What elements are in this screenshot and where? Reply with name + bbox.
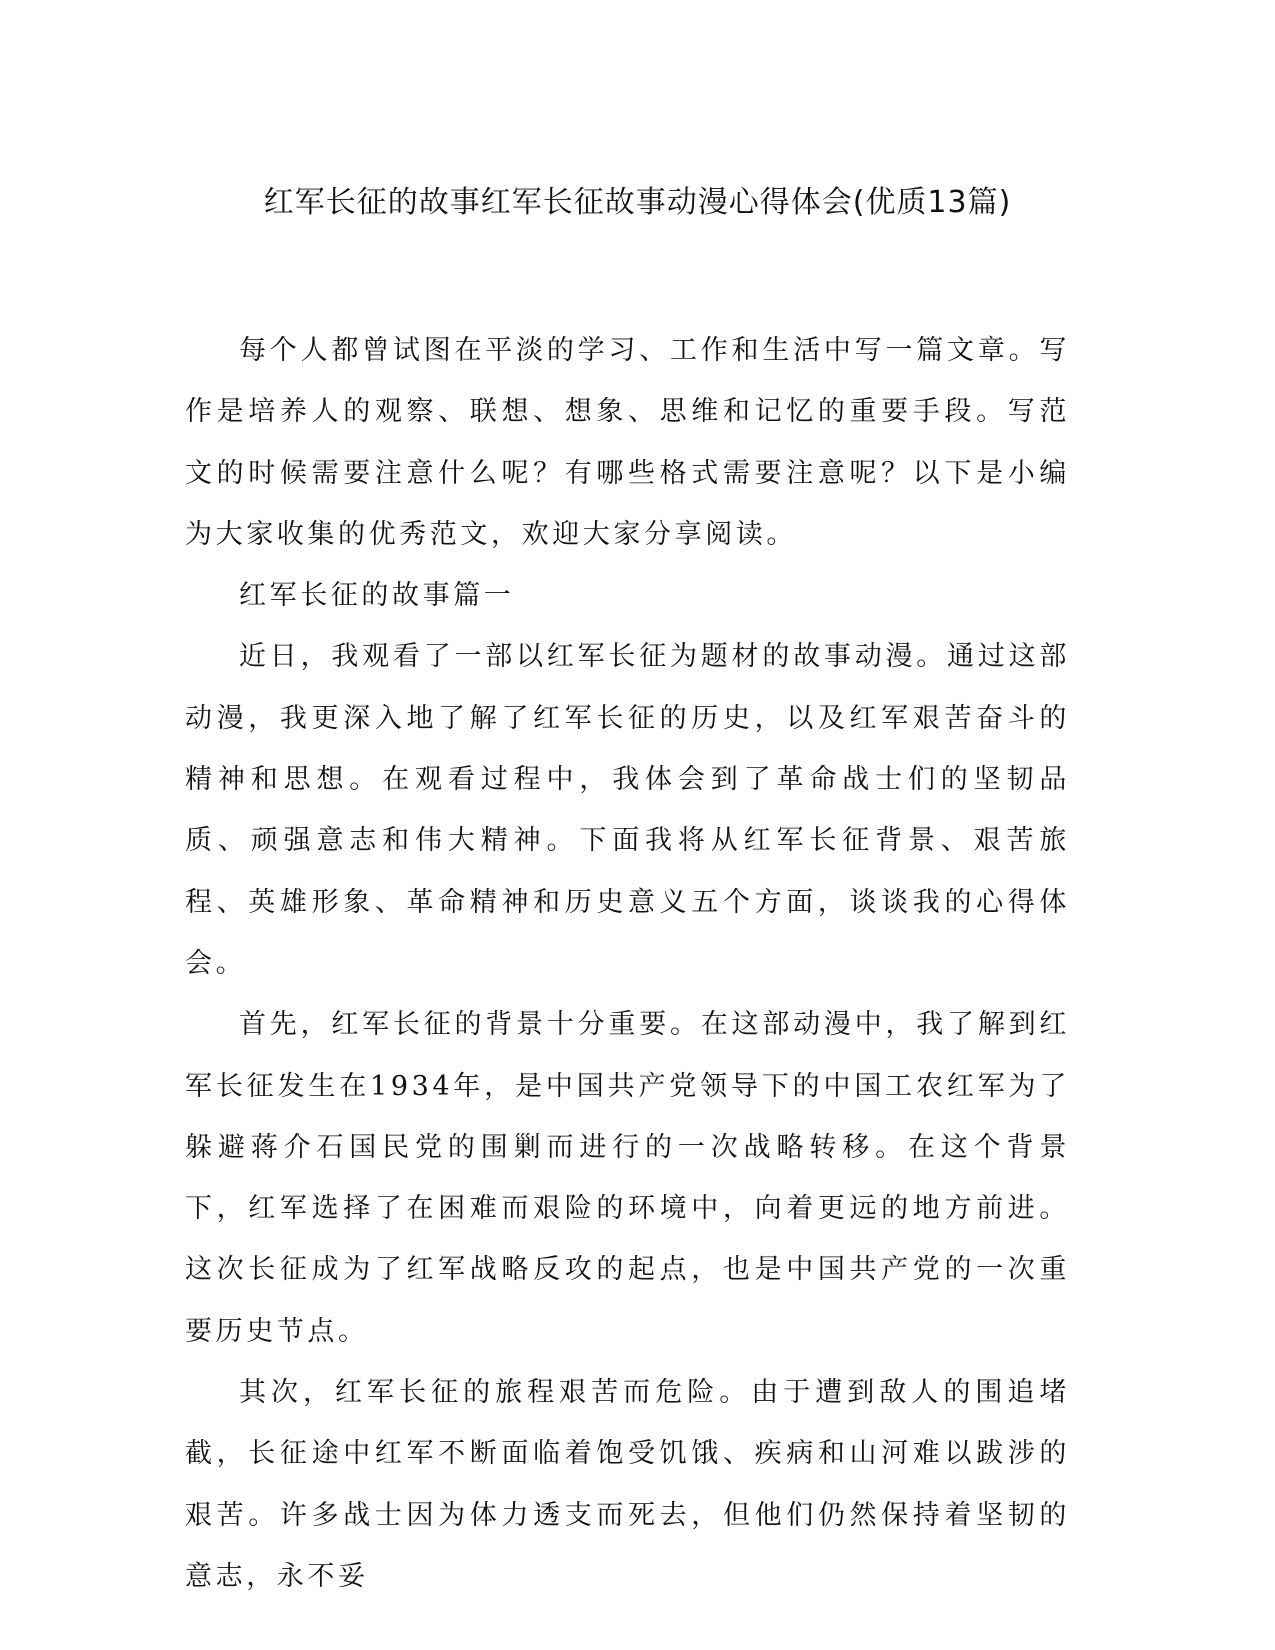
document-body — [185, 320, 1070, 1607]
paragraph: 近日，我观看了一部以红军长征为题材的故事动漫。通过这部动漫，我更深入地了解了红军长征的历史，以及红军艰苦奋斗的精神和思想。在观看过程中，我体会到了革命战士们的坚韧品质、顽强意志和伟大精神。下面我将从红军长征背景、艰苦旅程、英雄形象、革命精神和历史意义五个方面，谈谈我的心得体会。 — [185, 641, 1070, 979]
paragraph: 其次，红军长征的旅程艰苦而危险。由于遭到敌人的围追堵截，长征途中红军不断面临着饱受饥饿、疾病和山河难以跋涉的艰苦。许多战士因为体力透支而死去，但他们仍然保持着坚韧的意志，永不妥 — [185, 1377, 1070, 1592]
paragraph-intro: 每个人都曾试图在平淡的学习、工作和生活中写一篇文章。写作是培养人的观察、联想、想象、思维和记忆的重要手段。写范文的时候需要注意什么呢？有哪些格式需要注意呢？以下是小编为大家收集的优秀范文，欢迎大家分享阅读。 — [185, 335, 1070, 550]
paragraph: 首先，红军长征的背景十分重要。在这部动漫中，我了解到红军长征发生在1934年，是中国共产党领导下的中国工农红军为了躲避蒋介石国民党的围剿而进行的一次战略转移。在这个背景下，红军选择了在困难而艰险的环境中，向着更远的地方前进。这次长征成为了红军战略反攻的起点，也是中国共产党的一次重要历史节点。 — [185, 1009, 1070, 1347]
section-heading: 红军长征的故事篇一 — [239, 580, 515, 612]
document-title: 红军长征的故事红军长征故事动漫心得体会(优质13篇) — [263, 185, 1012, 220]
